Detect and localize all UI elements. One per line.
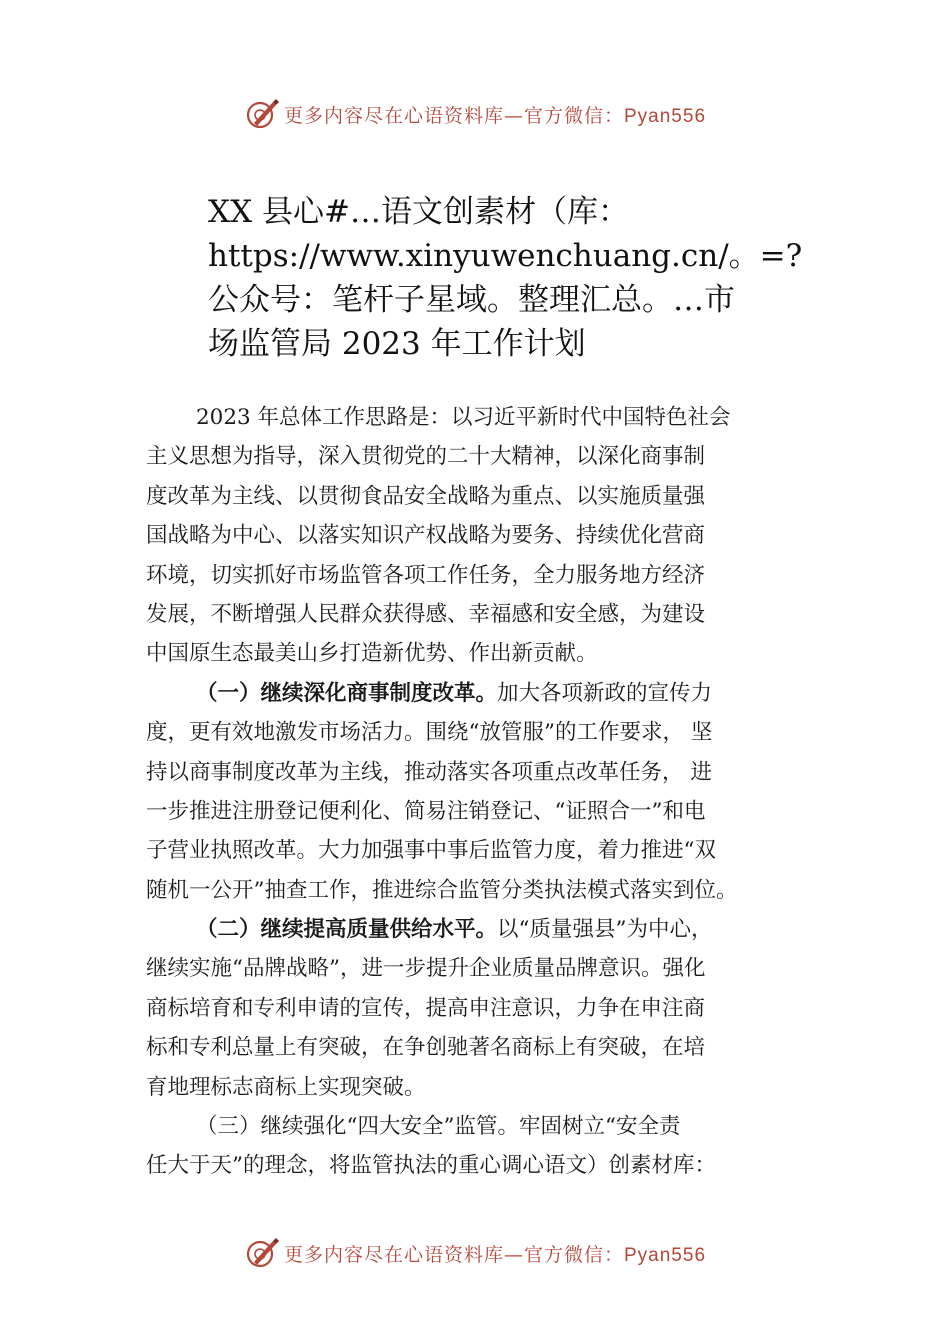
section-2-text: 以“质量强县”为中心， — [497, 917, 713, 943]
body-line: 育地理标志商标上实现突破。 — [146, 1074, 426, 1100]
header-watermark-banner — [0, 94, 950, 134]
section-1-first-line — [146, 674, 826, 713]
pen-logo-icon — [244, 1235, 280, 1271]
section-1-heading: （一）继续深化商事制度改革。 — [196, 680, 498, 706]
pen-logo-icon — [244, 96, 280, 132]
wechat-id: Pyan556 — [624, 105, 707, 127]
body-line: 环境，切实抓好市场监管各项工作任务，全力服务地方经济 — [146, 562, 706, 588]
body-line: 度，更有效地激发市场活力。围绕“放管服”的工作要求， 坚 — [146, 720, 713, 746]
body-line: 发展，不断增强人民群众获得感、幸福感和安全感，为建设 — [146, 601, 706, 627]
body-line: 一步推进注册登记便利化、简易注销登记、“证照合一”和电 — [146, 798, 706, 824]
section-2-heading: （二）继续提高质量供给水平。 — [196, 917, 498, 943]
title-line: 公众号：笔杆子星域。整理汇总。…市 — [208, 282, 735, 318]
body-line: 随机一公开”抽查工作，推进综合监管分类执法模式落实到位。 — [146, 877, 738, 903]
body-line: 任大于天”的理念，将监管执法的重心调心语文）创素材库： — [146, 1153, 716, 1179]
document-title — [208, 190, 828, 366]
watermark-text — [284, 1240, 706, 1267]
section-1-text: 加大各项新政的宣传力 — [497, 680, 713, 706]
title-line: https://www.xinyuwenchuang.cn/。=? — [208, 238, 803, 274]
body-line: 2023 年总体工作思路是：以习近平新时代中国特色社会 — [196, 405, 731, 430]
body-line: 标和专利总量上有突破，在争创驰著名商标上有突破，在培 — [146, 1035, 706, 1061]
body-line: 度改革为主线、以贯彻食品安全战略为重点、以实施质量强 — [146, 483, 706, 509]
body-line: 继续实施“品牌战略”，进一步提升企业质量品牌意识。强化 — [146, 956, 706, 982]
section-3-first-line: （三）继续强化“四大安全”监管。牢固树立“安全责 — [196, 1114, 681, 1140]
title-line: XX 县心#…语文创素材（库： — [208, 194, 629, 230]
body-line: 中国原生态最美山乡打造新优势、作出新贡献。 — [146, 641, 598, 667]
title-line: 场监管局 2023 年工作计划 — [208, 326, 586, 362]
body-line: 商标培育和专利申请的宣传，提高申注意识，力争在申注商 — [146, 995, 706, 1021]
body-line: 持以商事制度改革为主线，推动落实各项重点改革任务， 进 — [146, 759, 712, 785]
watermark-label: 更多内容尽在心语资料库—官方微信： — [283, 104, 624, 127]
watermark-label: 更多内容尽在心语资料库—官方微信： — [283, 1243, 624, 1266]
body-line: 主义思想为指导，深入贯彻党的二十大精神，以深化商事制 — [146, 444, 706, 470]
wechat-id: Pyan556 — [624, 1244, 707, 1266]
footer-watermark-banner — [0, 1233, 950, 1273]
watermark-text — [284, 101, 706, 128]
body-line: 国战略为中心、以落实知识产权战略为要务、持续优化营商 — [146, 523, 706, 549]
document-body — [146, 398, 826, 1186]
section-2-first-line — [146, 910, 826, 949]
body-line: 子营业执照改革。大力加强事中事后监管力度，着力推进“双 — [146, 838, 716, 864]
